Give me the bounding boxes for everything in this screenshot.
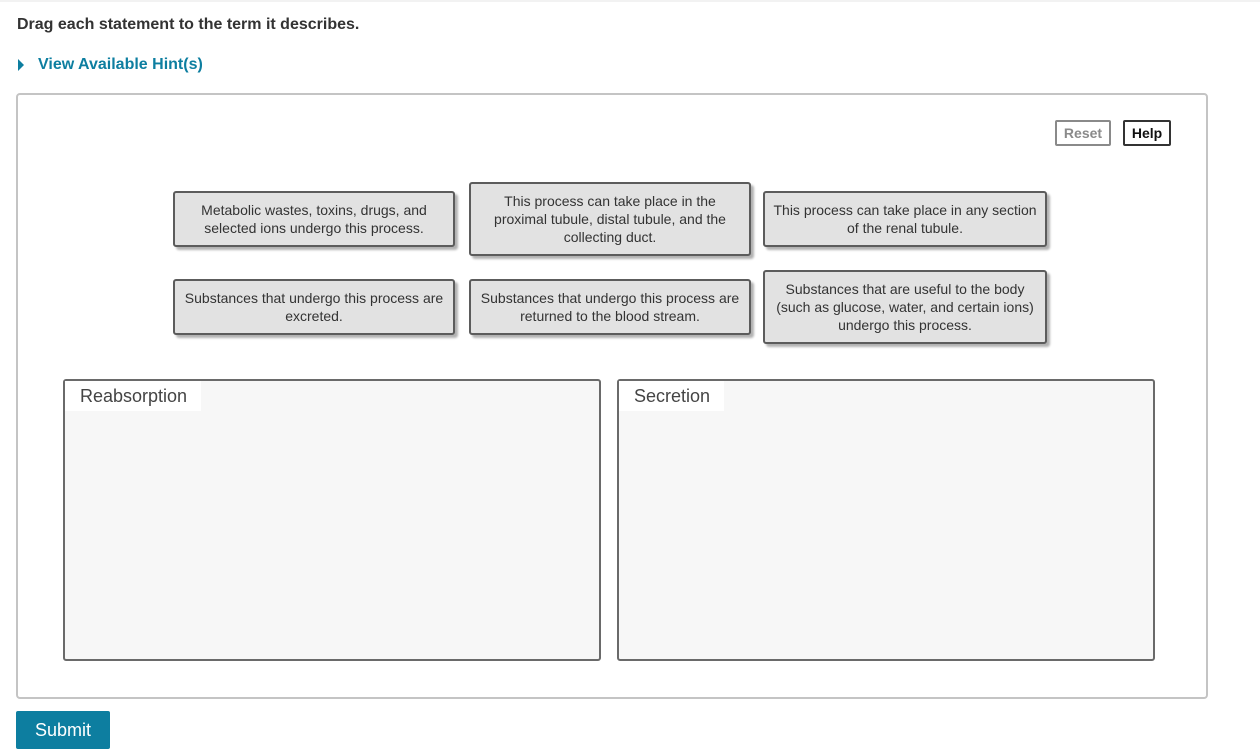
top-divider: [0, 0, 1260, 2]
dropzone-label: Secretion: [619, 381, 724, 411]
draggable-statement-card[interactable]: Substances that undergo this process are returned to the blood stream.: [469, 279, 751, 335]
draggable-statement-card[interactable]: Metabolic wastes, toxins, drugs, and selected ions undergo this process.: [173, 191, 455, 247]
submit-button[interactable]: Submit: [16, 711, 110, 749]
draggable-statement-card[interactable]: This process can take place in any section of the renal tubule.: [763, 191, 1047, 247]
view-hints-label: View Available Hint(s): [38, 56, 203, 73]
view-hints-link[interactable]: [17, 56, 203, 74]
reset-button[interactable]: Reset: [1055, 120, 1111, 146]
dropzone-secretion[interactable]: [617, 379, 1155, 661]
question-instructions: Drag each statement to the term it describes.: [17, 16, 360, 33]
dropzone-label: Reabsorption: [65, 381, 201, 411]
draggable-statement-card[interactable]: Substances that are useful to the body (such as glucose, water, and certain ions) undergo this process.: [763, 270, 1047, 344]
drag-drop-workspace: [16, 93, 1208, 699]
draggable-statement-card[interactable]: This process can take place in the proximal tubule, distal tubule, and the collecting duct.: [469, 182, 751, 256]
draggable-statement-card[interactable]: Substances that undergo this process are excreted.: [173, 279, 455, 335]
help-button[interactable]: Help: [1123, 120, 1171, 146]
caret-right-icon: [18, 59, 24, 71]
dropzone-reabsorption[interactable]: [63, 379, 601, 661]
